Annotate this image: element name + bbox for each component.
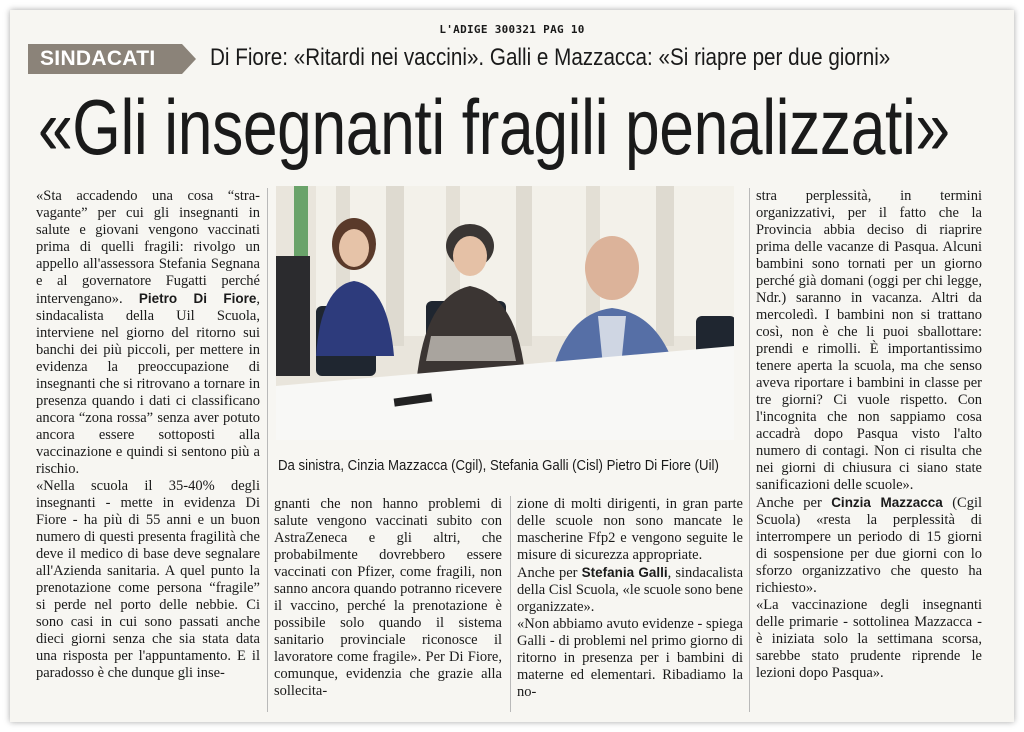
paragraph-text: Anche per: [517, 565, 582, 581]
column-divider: [749, 188, 750, 712]
column-divider: [510, 496, 511, 712]
article-headline: «Gli insegnanti fragili penalizzati»: [38, 83, 950, 171]
kicker-label: SINDACATI: [40, 47, 156, 70]
source-line: L'ADIGE 300321 PAG 10: [439, 23, 585, 36]
newspaper-page: [10, 10, 1014, 722]
article-column-2: [274, 496, 502, 700]
paragraph-text: Anche per: [756, 495, 832, 511]
article-column-3: [517, 496, 743, 701]
article-column-1: [36, 188, 260, 682]
photo-caption: Da sinistra, Cinzia Mazzacca (Cgil), Stefania Galli (Cisl) Pietro Di Fiore (Uil): [278, 457, 719, 474]
paragraph: «Nella scuola il 35-40% degli insegnanti - mette in evidenza Di Fiore - ha più di 55 anni e un buon numero di questi presenta fragilità che deve il medico di base deve segnalare all'Azienda sanitaria. A quel punto la prenotazione come persona “fragile” si perde nel porto delle nebbie. Ci sono casi in cui sono passati anche dieci giorni senza che sia stata data una risposta per l'appuntamento. E il paradosso è che dunque gli inse-: [36, 478, 260, 681]
paragraph: [756, 494, 982, 597]
paragraph: zione di molti dirigenti, in gran parte delle scuole non sono mancate le mascherine Ffp2 e vengono seguite le misure di sicurezza appropriate.: [517, 496, 743, 563]
paragraph-text: «Sta accadendo una cosa “stra-vagante” per cui gli insegnanti in salute e giovani vengono vaccinati prima di quelli fragili: rivolgo un appello all'assessora Stefania Segnana e al governatore Fugatti perché intervengano».: [36, 188, 260, 307]
person-name: Stefania Galli: [581, 565, 668, 580]
paragraph-text: (Cgil Scuola) «resta la perplessità di interrompere un periodo di 15 giorni di sospensione per due giorni con lo sforzo organizzativo che questo ha richiesto».: [756, 495, 983, 596]
paragraph-text: , sindacalista della Uil Scuola, interviene nel giorno del ritorno sui banchi dei più piccoli, per mettere in evidenza la preoccupazione di insegnanti che si ritrovano a tornare in presenza quando i dati ci classificano ancora “zona rossa” senza aver potuto ancora essere sottoposti alla vaccinazione e quindi si sentono più a rischio.: [36, 291, 261, 477]
section-kicker: [28, 44, 196, 74]
article-column-4: [756, 188, 982, 682]
paragraph: [517, 564, 743, 616]
article-photo: [276, 186, 734, 440]
person-name: Pietro Di Fiore: [138, 291, 257, 306]
photo-illustration: [276, 186, 734, 440]
paragraph: stra perplessità, in termini organizzativi, per il fatto che la Provincia abbia deciso di riaprire prima delle vacanze di Pasqua. Alcuni bambini sono tornati per un giorno perché già domani (oggi per chi legge, Ndr.) saranno in vacanza. Altri da mercoledì. I bambini non si trattano così, non è che li puoi sballottare: prendi e rimolli. È importantissimo tenere aperta la scuola, ma che senso aveva riportare i bambini in classe per tre giorni? Ci vuole rispetto. Con l'incognita che non sappiamo cosa accadrà dopo Pasqua visto l'alto numero di contagi. Non ci risulta che nei giorni di chiusura ci siano state sanificazioni delle scuole».: [756, 188, 982, 493]
column-divider: [267, 188, 268, 712]
flag: [294, 186, 308, 256]
monitor: [276, 256, 310, 376]
article-subtitle: Di Fiore: «Ritardi nei vaccini». Galli e Mazzacca: «Si riapre per due giorni»: [210, 44, 891, 71]
paragraph-text: , sindacalista della Cisl Scuola, «le scuole sono bene organizzate».: [517, 565, 744, 615]
paragraph: «La vaccinazione degli insegnanti delle primarie - sottolinea Mazzacca - è iniziata solo la settimana scorsa, sarebbe stato prudente riprende le lezioni dopo Pasqua».: [756, 597, 982, 681]
paragraph: [36, 188, 260, 478]
paragraph: gnanti che non hanno problemi di salute vengono vaccinati subito con AstraZeneca e gli altri, che probabilmente dovrebbero essere vaccinati con Pfizer, come fragili, non sanno ancora quando potranno ricevere il vaccino, perché la prenotazione è possibile solo quando il sistema sanitario provinciale riconosce il lavoratore come fragile». Per Di Fiore, comunque, evidenzia che grazie alla sollecita-: [274, 496, 502, 699]
person-name: Cinzia Mazzacca: [831, 495, 943, 510]
paragraph: «Non abbiamo avuto evidenze - spiega Galli - di problemi nel primo giorno di ritorno in presenza per i bambini di materne ed elementari. Ribadiamo la no-: [517, 616, 743, 700]
